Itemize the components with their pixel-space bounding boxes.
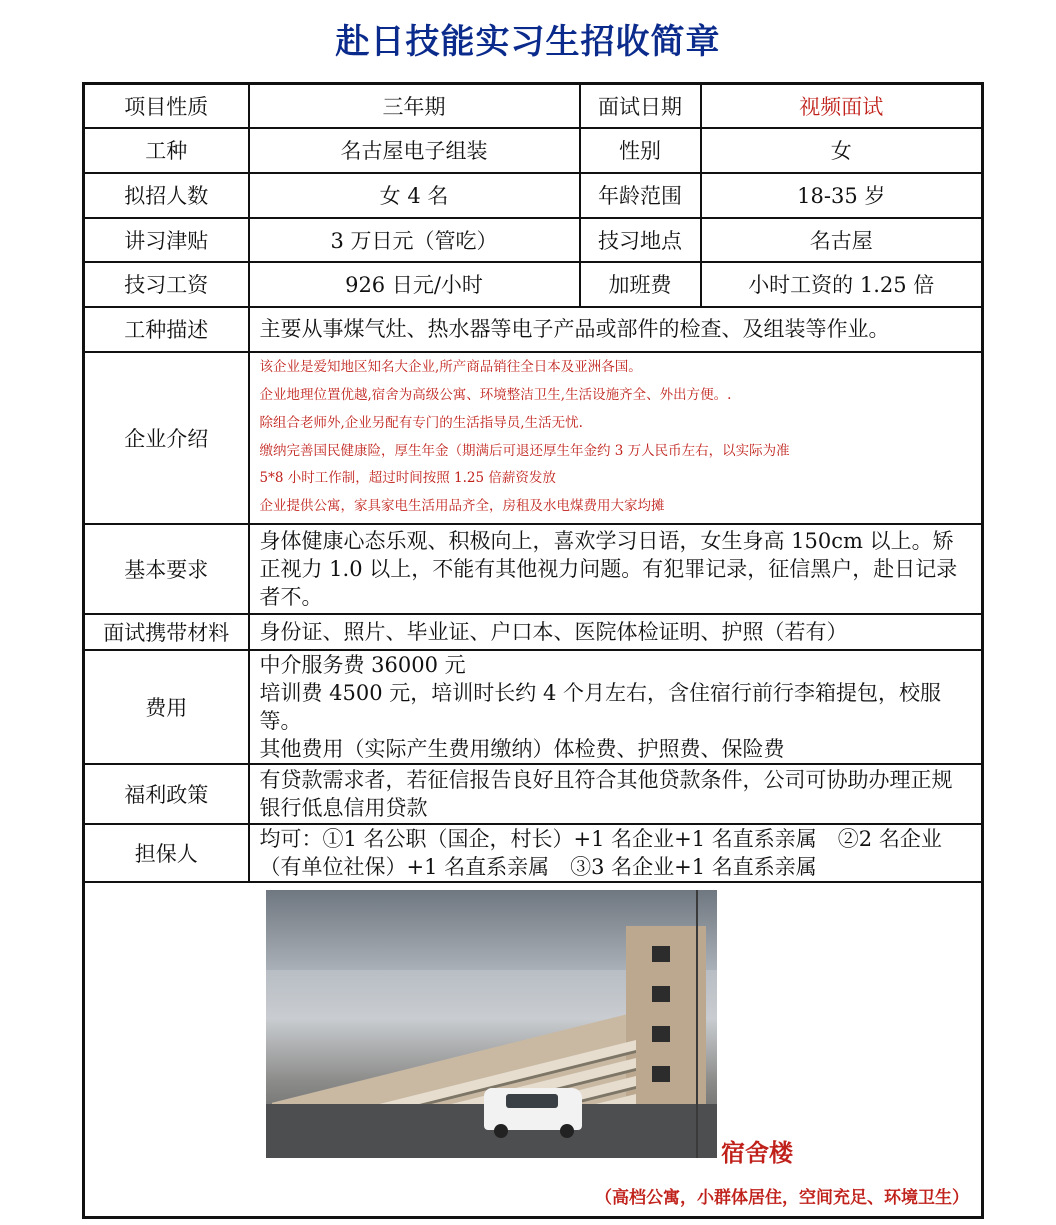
page-title: 赴日技能实习生招收简章 [335,22,721,62]
label-welfare: 福利政策 [84,764,249,824]
window [652,1066,670,1082]
value-gender: 女 [701,128,983,173]
value-headcount: 女 4 名 [249,173,580,218]
label-overtime: 加班费 [580,262,701,307]
value-interview-date: 视频面试 [701,84,983,128]
value-wage: 926 日元/小时 [249,262,580,307]
value-welfare: 有贷款需求者，若征信报告良好且符合其他贷款条件，公司可协助办理正规银行低息信用贷款 [249,764,983,824]
value-age-range: 18-35 岁 [701,173,983,218]
row-wage [84,262,983,307]
label-wage: 技习工资 [84,262,249,307]
label-headcount: 拟招人数 [84,173,249,218]
window [652,986,670,1002]
row-guarantor [84,824,983,882]
photo-cell [84,882,983,1218]
value-materials: 身份证、照片、毕业证、户口本、医院体检证明、护照（若有） [249,614,983,650]
label-requirements: 基本要求 [84,524,249,614]
photo-caption: 宿舍楼 [721,1138,793,1167]
row-headcount [84,173,983,218]
company-line: 企业提供公寓，家具家电生活用品齐全，房租及水电煤费用大家均摊 [259,497,665,514]
window [652,1026,670,1042]
company-line: 5*8 小时工作制，超过时间按照 1.25 倍薪资发放 [259,470,556,487]
label-job-description: 工种描述 [84,307,249,352]
value-guarantor: 均可：①1 名公职（国企，村长）+1 名企业+1 名直系亲属 ②2 名企业（有单位社保）+1 名直系亲属 ③3 名企业+1 名直系亲属 [249,824,983,882]
value-allowance: 3 万日元（管吃） [249,218,580,262]
label-guarantor: 担保人 [84,824,249,882]
value-project-type: 三年期 [249,84,580,128]
label-allowance: 讲习津贴 [84,218,249,262]
value-job-type: 名古屋电子组装 [249,128,580,173]
window [652,946,670,962]
value-requirements: 身体健康心态乐观、积极向上，喜欢学习日语，女生身高 150cm 以上。矫正视力 1.0 以上，不能有其他视力问题。有犯罪记录，征信黑户，赴日记录者不。 [249,524,983,614]
row-materials [84,614,983,650]
label-location: 技习地点 [580,218,701,262]
company-line: 缴纳完善国民健康险，厚生年金（期满后可退还厚生年金约 3 万人民币左右，以实际为准 [259,442,790,459]
value-fees [249,650,983,764]
label-age-range: 年龄范围 [580,173,701,218]
value-overtime: 小时工资的 1.25 倍 [701,262,983,307]
row-job-type [84,128,983,173]
row-photo [84,882,983,1218]
label-materials: 面试携带材料 [84,614,249,650]
value-job-description: 主要从事煤气灶、热水器等电子产品或部件的检查、及组装等作业。 [249,307,983,352]
row-job-description [84,307,983,352]
row-requirements [84,524,983,614]
car-window [506,1094,558,1108]
dormitory-photo [266,890,717,1158]
recruitment-table [82,82,984,1219]
car-wheel [494,1124,508,1138]
label-company-intro: 企业介绍 [84,352,249,524]
row-project-type [84,84,983,128]
label-project-type: 项目性质 [84,84,249,128]
row-fees [84,650,983,764]
value-company-intro [249,352,983,524]
fee-line: 培训费 4500 元，培训时长约 4 个月左右，含住宿行前行李箱提包，校服等。 [259,680,942,733]
car-wheel [560,1124,574,1138]
fee-line: 其他费用（实际产生费用缴纳）体检费、护照费、保险费 [259,736,785,761]
row-welfare [84,764,983,824]
utility-pole [696,890,698,1158]
dormitory-note: （高档公寓，小群体居住，空间充足、环境卫生） [595,1188,969,1208]
company-line: 除组合老师外,企业另配有专门的生活指导员,生活无忧. [259,414,583,431]
label-gender: 性别 [580,128,701,173]
label-job-type: 工种 [84,128,249,173]
row-company-intro [84,352,983,524]
label-interview-date: 面试日期 [580,84,701,128]
label-fees: 费用 [84,650,249,764]
row-allowance [84,218,983,262]
fee-line: 中介服务费 36000 元 [259,652,466,677]
company-line: 该企业是爱知地区知名大企业,所产商品销往全日本及亚洲各国。 [259,359,642,376]
value-location: 名古屋 [701,218,983,262]
company-line: 企业地理位置优越,宿舍为高级公寓、环境整洁卫生,生活设施齐全、外出方便。. [259,387,732,404]
